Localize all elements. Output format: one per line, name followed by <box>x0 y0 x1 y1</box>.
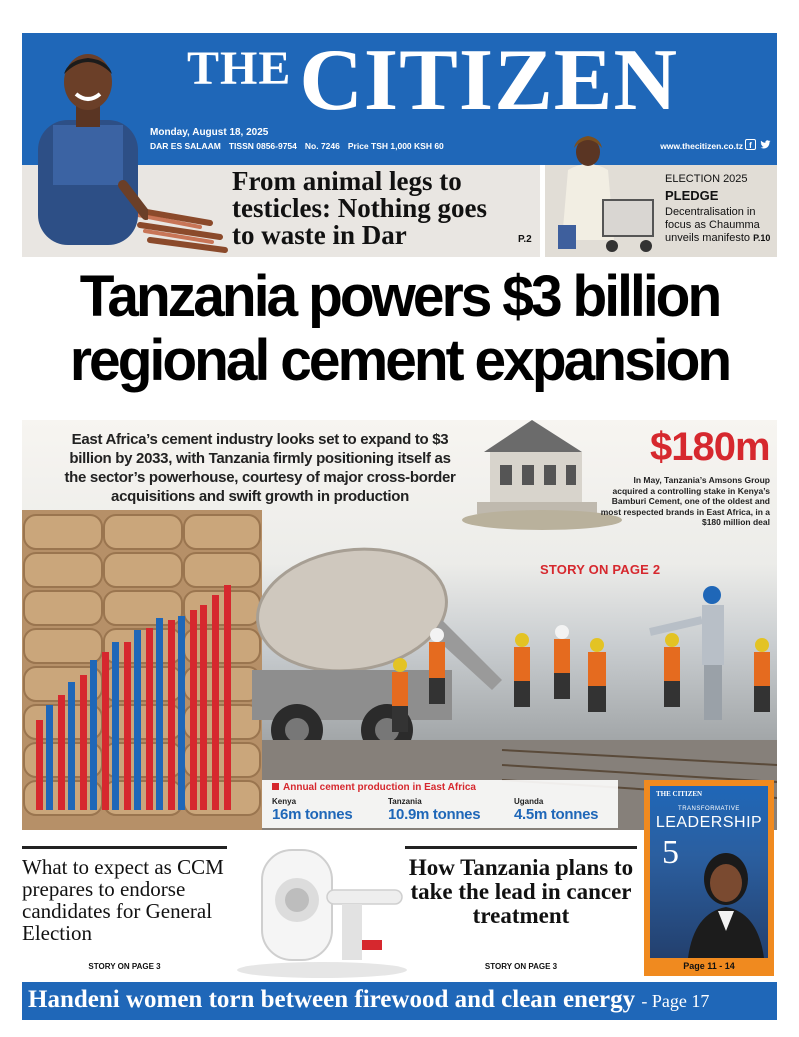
issue-price: Price TSH 1,000 KSH 60 <box>347 141 444 151</box>
teaser-right-label: PLEDGE <box>665 188 719 203</box>
main-headline[interactable]: Tanzania powers $3 billion regional cement expansion <box>69 264 730 393</box>
footer-headline[interactable] <box>28 985 709 1016</box>
production-value: 4.5m tonnes <box>514 806 599 823</box>
stat-figure: $180m <box>650 425 770 469</box>
production-value: 16m tonnes <box>272 806 353 823</box>
magazine-page: Page 11 - 14 <box>683 961 735 971</box>
main-intro: East Africa’s cement industry looks set to expand to $3 billion by 2033, with Tanzania firmly positioning itself as the sector’s powerhouse, courtesy of major cross-border acquisitions and swift growth in production <box>64 431 456 505</box>
production-country: Tanzania <box>388 797 422 806</box>
teaser-left-page: P.2 <box>518 234 532 245</box>
bottom-left-story-link[interactable]: STORY ON PAGE 3 <box>88 962 161 971</box>
story-page-link[interactable]: STORY ON PAGE 2 <box>540 562 661 577</box>
production-item-tanzania <box>388 797 480 823</box>
smiling-man-image <box>28 50 148 245</box>
teaser-right-text[interactable] <box>665 206 775 245</box>
social-icons <box>745 139 771 150</box>
bottom-left-headline[interactable]: What to expect as CCM prepares to endorse candidates for General Election <box>22 855 224 945</box>
magazine-kicker: TRANSFORMATIVE <box>678 806 740 812</box>
issue-location: DAR ES SALAAM <box>150 141 221 151</box>
teaser-right-body: Decentralisation in focus as Chaumma unveils manifesto <box>665 206 760 244</box>
issue-info <box>150 141 452 151</box>
production-title <box>272 782 476 793</box>
magazine-brand: THE CITIZEN <box>656 790 703 798</box>
radiotherapy-machine-image <box>232 830 407 980</box>
magazine-title: LEADERSHIP <box>655 814 763 831</box>
teaser-left-headline[interactable] <box>232 168 514 249</box>
stat-text: In May, Tanzania’s Amsons Group acquired a controlling stake in Kenya’s Bamburi Cement, one of the oldest and most respected brands in East Africa, in a $180 million deal <box>600 475 770 527</box>
production-item-kenya <box>272 797 352 823</box>
cement-mixer-truck <box>250 537 502 756</box>
production-country: Kenya <box>272 797 297 806</box>
issue-number: No. 7246 <box>304 141 340 151</box>
issue-issn: TISSN 0856-9754 <box>228 141 297 151</box>
production-item-uganda <box>514 797 598 823</box>
woman-portrait-image <box>684 841 768 958</box>
bottom-mid-story-link[interactable]: STORY ON PAGE 3 <box>484 962 558 971</box>
magazine-cover[interactable] <box>644 780 774 976</box>
woman-with-cart-image <box>548 130 658 256</box>
teaser-right-page: P.10 <box>753 233 771 243</box>
website-link[interactable]: www.thecitizen.co.tz <box>660 141 743 151</box>
footer-page: - Page 17 <box>641 991 710 1011</box>
teaser-left-headline-text: From animal legs to testicles: Nothing goes to waste in Dar <box>232 166 487 250</box>
teaser-right-kicker: ELECTION 2025 <box>665 173 748 185</box>
production-title-text: Annual cement production in East Africa <box>283 782 476 793</box>
magazine-number: 5 <box>662 834 679 871</box>
magazine-cover-art <box>650 786 768 958</box>
production-value: 10.9m tonnes <box>388 806 481 823</box>
masthead-name: CITIZEN <box>299 32 679 129</box>
divider <box>22 846 227 849</box>
divider <box>405 846 637 849</box>
red-square-icon <box>272 783 279 790</box>
issue-date: Monday, August 18, 2025 <box>150 127 269 138</box>
bottom-mid-headline[interactable]: How Tanzania plans to take the lead in cancer treatment <box>408 855 634 928</box>
facebook-icon[interactable]: f <box>745 139 756 150</box>
twitter-icon[interactable] <box>760 139 771 150</box>
footer-headline-text: Handeni women torn between firewood and clean energy <box>28 986 636 1013</box>
masthead-the: THE <box>187 42 292 95</box>
masthead-title <box>187 32 777 129</box>
production-country: Uganda <box>514 797 544 806</box>
